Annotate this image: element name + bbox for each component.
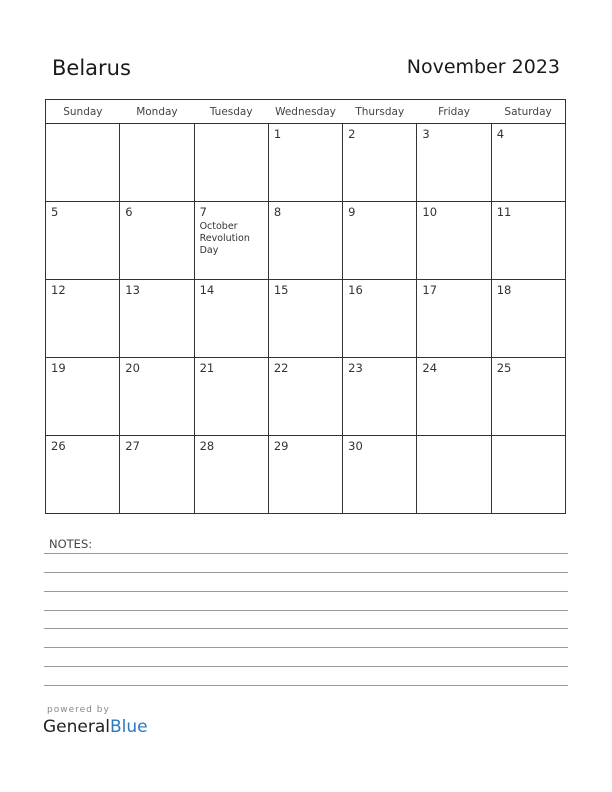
day-cell [120,358,194,436]
day-number: 25 [496,361,512,375]
day-cell [46,280,120,358]
day-number: 7 [199,205,207,219]
day-cell [491,358,565,436]
notes-line [44,628,568,629]
brand-general: General [43,717,110,737]
day-cell [194,280,268,358]
brand-logo [43,717,148,737]
day-number: 9 [348,205,356,219]
day-cell [120,436,194,514]
day-number [46,124,119,127]
day-number: 1 [273,127,282,141]
day-cell [491,436,565,514]
day-number: 15 [273,283,289,297]
weekday-monday: Monday [120,100,194,124]
day-cell [417,436,491,514]
day-cell [120,202,194,280]
notes-line [44,572,568,573]
day-number: 29 [273,439,289,453]
day-cell [343,358,417,436]
notes-line [44,685,568,686]
calendar-grid [45,99,566,514]
day-cell [417,124,491,202]
day-number [195,124,268,127]
day-number [120,124,193,127]
day-number: 19 [51,361,66,375]
day-cell [491,124,565,202]
notes-label: NOTES: [49,537,93,551]
country-title: Belarus [52,56,131,80]
notes-line [44,666,568,667]
day-cell [491,202,565,280]
day-number: 23 [348,361,363,375]
weekday-friday: Friday [417,100,491,124]
day-cell [343,124,417,202]
day-number: 2 [348,127,356,141]
weekday-wednesday: Wednesday [268,100,342,124]
day-number: 22 [273,361,289,375]
day-number: 26 [51,439,66,453]
day-number: 16 [348,283,363,297]
day-cell [120,280,194,358]
day-number: 20 [125,361,140,375]
day-number: 28 [199,439,215,453]
day-number: 8 [273,205,282,219]
weekday-sunday: Sunday [46,100,120,124]
day-number [492,436,565,439]
day-cell [417,358,491,436]
weekday-saturday: Saturday [491,100,565,124]
week-row [46,280,566,358]
week-row [46,436,566,514]
day-cell [491,280,565,358]
day-cell [46,358,120,436]
day-number: 17 [422,283,438,297]
day-number: 13 [125,283,140,297]
day-cell [46,124,120,202]
weekday-tuesday: Tuesday [194,100,268,124]
day-cell [417,280,491,358]
day-number: 3 [422,127,430,141]
brand-blue: Blue [110,717,148,737]
day-cell [268,280,342,358]
notes-line [44,610,568,611]
week-row [46,358,566,436]
day-cell [343,202,417,280]
day-number: 27 [125,439,140,453]
day-number: 10 [422,205,438,219]
day-number: 18 [496,283,512,297]
day-number: 11 [496,205,512,219]
day-cell [46,202,120,280]
powered-by-text: powered by [47,705,110,715]
day-cell [417,202,491,280]
day-cell [268,358,342,436]
day-cell [194,358,268,436]
notes-line [44,591,568,592]
notes-line [44,647,568,648]
week-row [46,124,566,202]
week-row [46,202,566,280]
day-number: 12 [51,283,66,297]
day-number: 24 [422,361,438,375]
notes-line [44,553,568,554]
day-number: 6 [125,205,133,219]
day-number: 14 [199,283,215,297]
day-cell [194,124,268,202]
weekday-header-row [46,100,566,124]
day-cell [343,436,417,514]
weekday-thursday: Thursday [343,100,417,124]
day-cell [268,202,342,280]
day-number: 21 [199,361,215,375]
day-cell [268,436,342,514]
day-number: 30 [348,439,363,453]
day-number: 5 [51,205,59,219]
day-cell [46,436,120,514]
day-cell [268,124,342,202]
day-number: 4 [496,127,505,141]
day-cell [194,436,268,514]
month-title: November 2023 [406,56,560,78]
holiday-label: October Revolution Day [199,221,250,256]
day-cell [194,202,268,280]
day-cell [120,124,194,202]
day-cell [343,280,417,358]
day-number [417,436,490,439]
